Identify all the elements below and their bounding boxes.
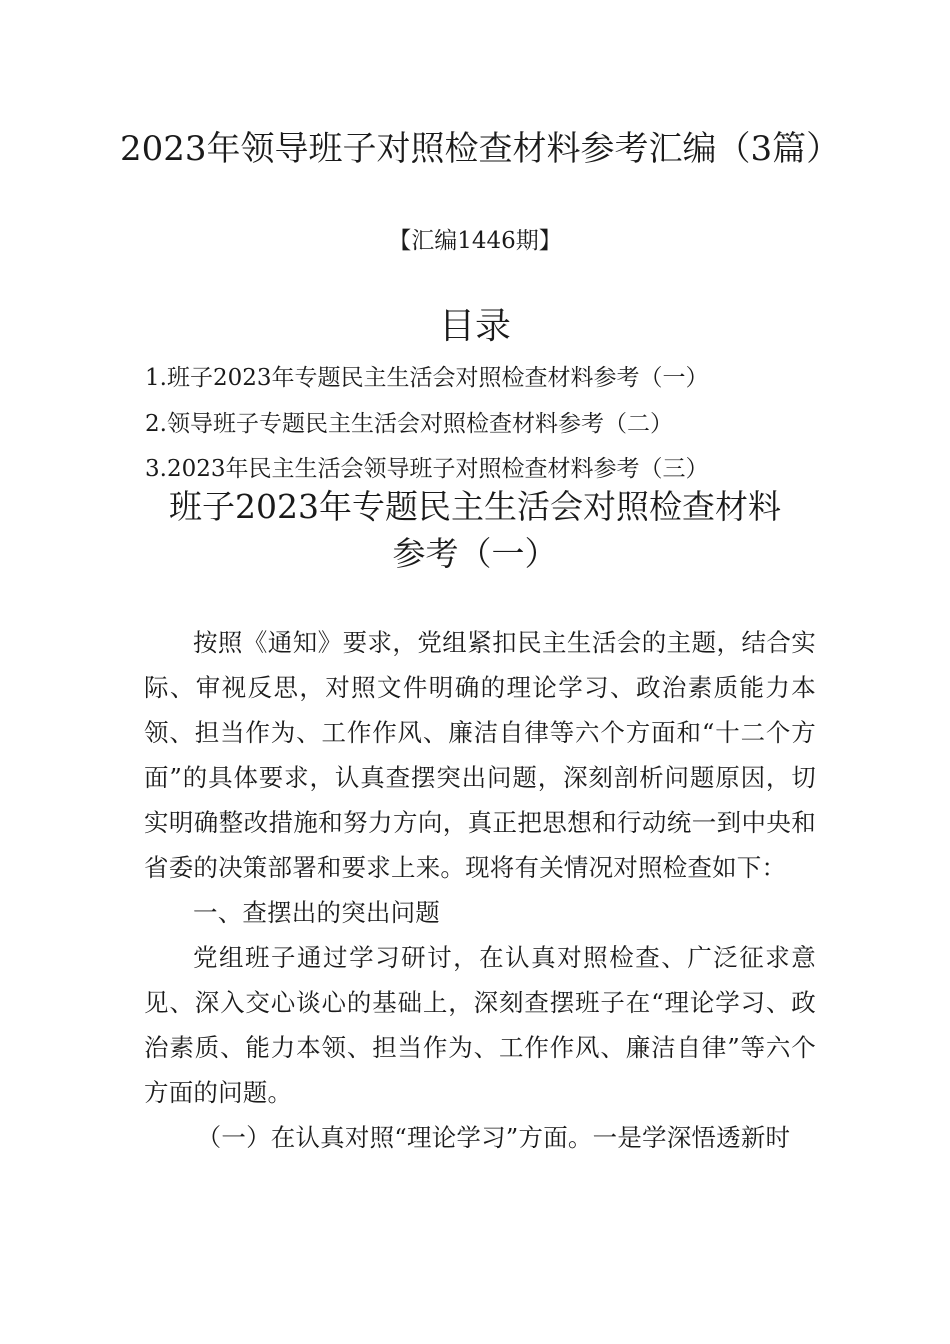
paragraph-theory-study: （一）在认真对照“理论学习”方面。一是学深悟透新时 <box>196 1123 791 1152</box>
toc-item-3[interactable]: 3.2023年民主生活会领导班子对照检查材料参考（三） <box>145 456 709 482</box>
issue-number: 【汇编1446期】 <box>388 228 562 254</box>
toc-item-1[interactable]: 1.班子2023年专题民主生活会对照检查材料参考（一） <box>145 365 709 391</box>
document-title: 2023年领导班子对照检查材料参考汇编（3篇） <box>120 129 841 169</box>
toc-item-2[interactable]: 2.领导班子专题民主生活会对照检查材料参考（二） <box>145 410 673 437</box>
table-of-contents <box>145 356 708 493</box>
section-body <box>144 620 816 1160</box>
section-title: 班子2023年专题民主生活会对照检查材料参考（一） <box>169 487 781 573</box>
paragraph-heading-problems: 一、查摆出的突出问题 <box>193 898 440 927</box>
paragraph-intro: 按照《通知》要求，党组紧扣民主生活会的主题，结合实际、审视反思，对照文件明确的理论学习、政治素质能力本领、担当作为、工作作风、廉洁自律等六个方面和“十二个方面”的具体要求，认真查摆突出问题，深刻剖析问题原因，切实明确整改措施和努力方向，真正把思想和行动统一到中央和省委的决策部署和要求上来。现将有关情况对照检查如下： <box>144 628 816 882</box>
toc-heading: 目录 <box>438 306 511 347</box>
paragraph-overview: 党组班子通过学习研讨，在认真对照检查、广泛征求意见、深入交心谈心的基础上，深刻查摆班子在“理论学习、政治素质、能力本领、担当作为、工作作风、廉洁自律”等六个方面的问题。 <box>144 943 816 1107</box>
